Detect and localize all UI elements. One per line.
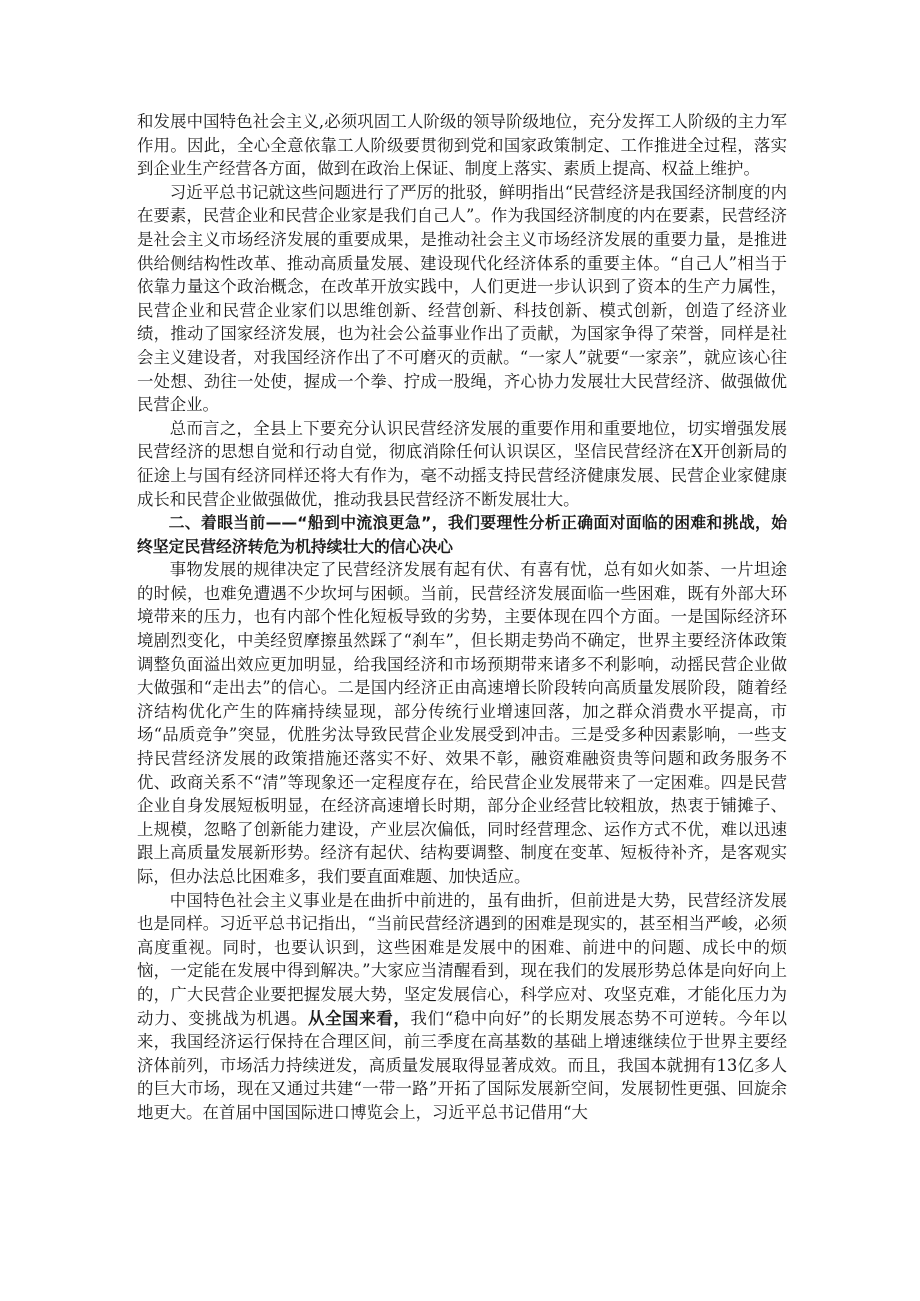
paragraph-trend-bold-phrase: 从全国来看， (307, 1008, 411, 1028)
paragraph-trend (137, 889, 787, 1125)
document-body (137, 110, 787, 1125)
paragraph-trend-text-after: 我们“稳中向好”的长期发展态势不可逆转。今年以来，我国经济运行保持在合理区间，前三季度在高基数的基础上增速继续位于世界主要经济体前列，市场活力持续迸发，高质量发展取得显著成效。而且，我国本就拥有13亿多人的巨大市场，现在又通过共建“一带一路”开拓了国际发展新空间，发展韧性更强、回旋余地更大。在首届中国国际进口博览会上，习近平总书记借用“大 (137, 1008, 788, 1122)
paragraph-private-economy-insiders: 习近平总书记就这些问题进行了严厉的批驳，鲜明指出“民营经济是我国经济制度的内在要素，民营企业和民营企业家是我们自己人”。作为我国经济制度的内在要素，民营经济是社会主义市场经济发展的重要成果，是推动社会主义市场经济发展的重要力量，是推进供给侧结构性改革、推动高质量发展、建设现代化经济体系的重要主体。“自己人”相当于依靠力量这个政治概念，在改革开放实践中，人们更进一步认识到了资本的生产力属性，民营企业和民营企业家们以思维创新、经营创新、科技创新、模式创新，创造了经济业绩，推动了国家经济发展，也为社会公益事业作出了贡献，为国家争得了荣誉，同样是社会主义建设者，对我国经济作出了不可磨灭的贡献。“一家人”就要“一家亲”，就应该心往一处想、劲往一处使，握成一个拳、拧成一股绳，齐心协力发展壮大民营经济、做强做优民营企业。 (137, 182, 787, 415)
section-heading-2: 二、着眼当前——“船到中流浪更急”，我们要理性分析正确面对面临的困难和挑战，始终坚定民营经济转危为机持续壮大的信心决心 (137, 513, 787, 556)
paragraph-summary: 总而言之，全县上下要充分认识民营经济发展的重要作用和重要地位，切实增强发展民营经济的思想自觉和行动自觉，彻底消除任何认识误区，坚信民营经济在X开创新局的征途上与国有经济同样还将大有作为，毫不动摇支持民营经济健康发展、民营企业家健康成长和民营企业做强做优，推动我县民营经济不断发展壮大。 (137, 418, 787, 509)
paragraph-continuation: 和发展中国特色社会主义,必须巩固工人阶级的领导阶级地位，充分发挥工人阶级的主力军作用。因此，全心全意依靠工人阶级要贯彻到党和国家政策制定、工作推进全过程，落实到企业生产经营各方面，做到在政治上保证、制度上落实、素质上提高、权益上维护。 (137, 112, 787, 179)
paragraph-trend-text-before: 中国特色社会主义事业是在曲折中前进的，虽有曲折，但前进是大势，民营经济发展也是同样。习近平总书记指出，“当前民营经济遇到的困难是现实的，甚至相当严峻，必须高度重视。同时，也要认识到，这些困难是发展中的困难、前进中的问题、成长中的烦恼，一定能在发展中得到解决。”大家应当清醒看到，现在我们的发展形势总体是向好向上的，广大民营企业要把握发展大势，坚定发展信心，科学应对、攻坚克难，才能化压力为动力、变挑战为机遇。 (137, 890, 787, 1028)
paragraph-difficulties: 事物发展的规律决定了民营经济发展有起有伏、有喜有忧，总有如火如荼、一片坦途的时候，也难免遭遇不少坎坷与困顿。当前，民营经济发展面临一些困难，既有外部大环境带来的压力，也有内部个性化短板导致的劣势，主要体现在四个方面。一是国际经济环境剧烈变化，中美经贸摩擦虽然踩了“刹车”，但长期走势尚不确定，世界主要经济体政策调整负面溢出效应更加明显，给我国经济和市场预期带来诸多不利影响，动摇民营企业做大做强和“走出去”的信心。二是国内经济正由高速增长阶段转向高质量发展阶段，随着经济结构优化产生的阵痛持续显现，部分传统行业增速回落，加之群众消费水平提高，市场“品质竞争”突显，优胜劣汰导致民营企业发展受到冲击。三是受多种因素影响，一些支持民营经济发展的政策措施还落实不好、效果不彰，融资难融资贵等问题和政务服务不优、政商关系不“清”等现象还一定程度存在，给民营企业发展带来了一定困难。四是民营企业自身发展短板明显，在经济高速增长时期，部分企业经营比较粗放，热衷于铺摊子、上规模，忽略了创新能力建设，产业层次偏低，同时经营理念、运作方式不优，难以迅速跟上高质量发展新形势。经济有起伏、结构要调整、制度在变革、短板待补齐，是客观实际，但办法总比困难多，我们要直面难题、加快适应。 (137, 560, 787, 886)
